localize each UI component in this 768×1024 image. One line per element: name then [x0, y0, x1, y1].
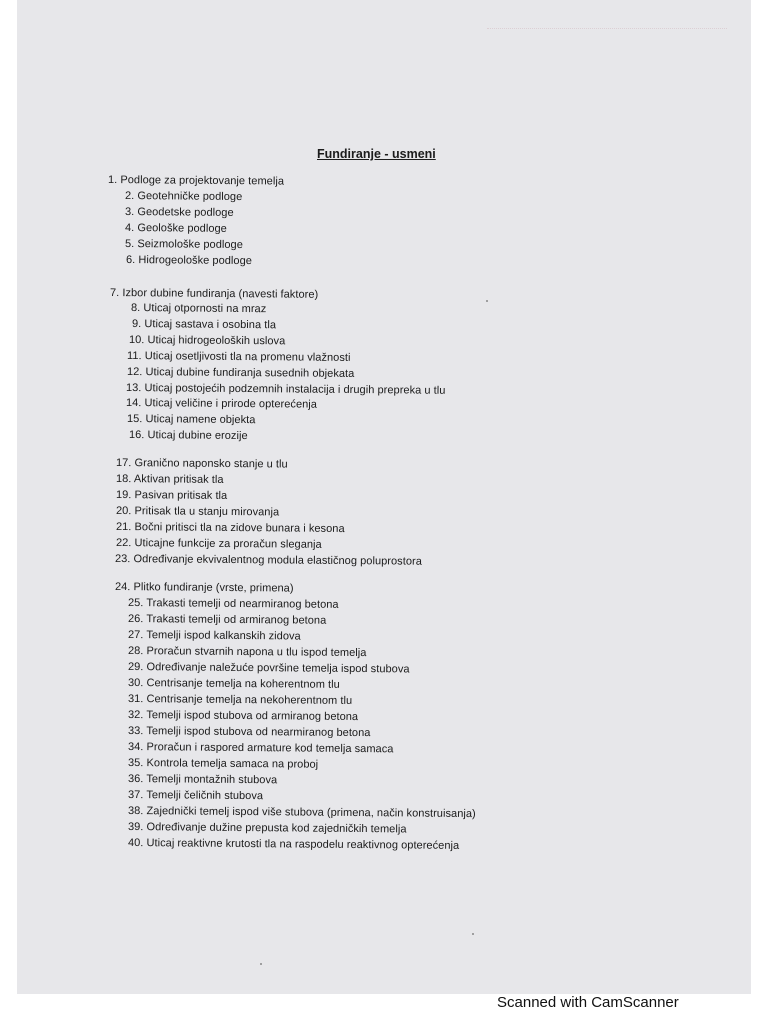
list-item: 24. Plitko fundiranje (vrste, primena) — [114, 581, 294, 595]
list-item: 2. Geotehničke podloge — [124, 190, 243, 204]
list-item: 6. Hidrogeološke podloge — [125, 254, 253, 268]
list-item: 21. Bočni pritisci tla na zidove bunara i kesona — [115, 521, 345, 535]
list-item: 40. Uticaj reaktivne krutosti tla na raspodelu reaktivnog opterećenja — [127, 837, 460, 852]
list-item: 25. Trakasti temelji od nearmiranog betona — [127, 597, 339, 611]
scan-speck — [486, 300, 488, 302]
list-item: 1. Podloge za projektovanje temelja — [107, 174, 285, 188]
list-item: 18. Aktivan pritisak tla — [115, 473, 224, 486]
list-item: 30. Centrisanje temelja na koherentnom tlu — [127, 677, 340, 691]
list-item: 17. Granično naponsko stanje u tlu — [115, 457, 288, 471]
list-item: 15. Uticaj namene objekta — [126, 413, 256, 427]
list-item: 7. Izbor dubine fundiranja (navesti faktore) — [109, 287, 319, 301]
list-item: 20. Pritisak tla u stanju mirovanja — [115, 505, 280, 519]
list-item: 12. Uticaj dubine fundiranja susednih objekata — [126, 366, 355, 380]
scan-artifact — [487, 28, 727, 35]
list-item: 28. Proračun stvarnih napona u tlu ispod temelja — [127, 645, 367, 660]
document-title: Fundiranje - usmeni — [317, 147, 436, 161]
camscanner-watermark: Scanned with CamScanner — [497, 994, 679, 1011]
list-item: 33. Temelji ispod stubova od nearmiranog betona — [127, 725, 371, 740]
scan-speck — [260, 963, 262, 965]
list-item: 27. Temelji ispod kalkanskih zidova — [127, 629, 301, 643]
list-item: 11. Uticaj osetljivosti tla na promenu vlažnosti — [126, 350, 351, 364]
list-item: 9. Uticaj sastava i osobina tla — [131, 318, 277, 332]
list-item: 13. Uticaj postojećih podzemnih instalacija i drugih prepreka u tlu — [125, 382, 446, 397]
list-item: 8. Uticaj otpornosti na mraz — [130, 302, 267, 316]
list-item: 16. Uticaj dubine erozije — [128, 429, 248, 443]
list-item: 31. Centrisanje temelja na nekoherentnom tlu — [127, 693, 353, 707]
list-item: 29. Određivanje naležuće površine temelja ispod stubova — [127, 661, 410, 676]
list-item: 36. Temelji montažnih stubova — [127, 773, 278, 787]
list-item: 5. Seizmološke podloge — [124, 238, 243, 252]
list-item: 34. Proračun i raspored armature kod temelja samaca — [127, 741, 394, 756]
list-item: 3. Geodetske podloge — [124, 206, 234, 219]
list-item: 37. Temelji čeličnih stubova — [127, 789, 264, 803]
list-item: 4. Geološke podloge — [124, 222, 227, 235]
list-item: 14. Uticaj veličine i prirode opterećenja — [125, 397, 318, 411]
list-item: 22. Uticajne funkcije za proračun sleganja — [115, 537, 322, 551]
list-item: 38. Zajednički temelj ispod više stubova (primena, način konstruisanja) — [127, 805, 476, 821]
list-item: 23. Određivanje ekvivalentnog modula elastičnog poluprostora — [114, 553, 422, 568]
list-item: 32. Temelji ispod stubova od armiranog betona — [127, 709, 359, 724]
scan-speck — [472, 933, 474, 935]
list-item: 19. Pasivan pritisak tla — [115, 489, 228, 502]
list-item: 39. Određivanje dužine prepusta kod zajedničkih temelja — [127, 821, 407, 836]
list-item: 26. Trakasti temelji od armiranog betona — [127, 613, 327, 627]
list-item: 35. Kontrola temelja samaca na proboj — [127, 757, 319, 771]
list-item: 10. Uticaj hidrogeoloških uslova — [128, 334, 286, 348]
